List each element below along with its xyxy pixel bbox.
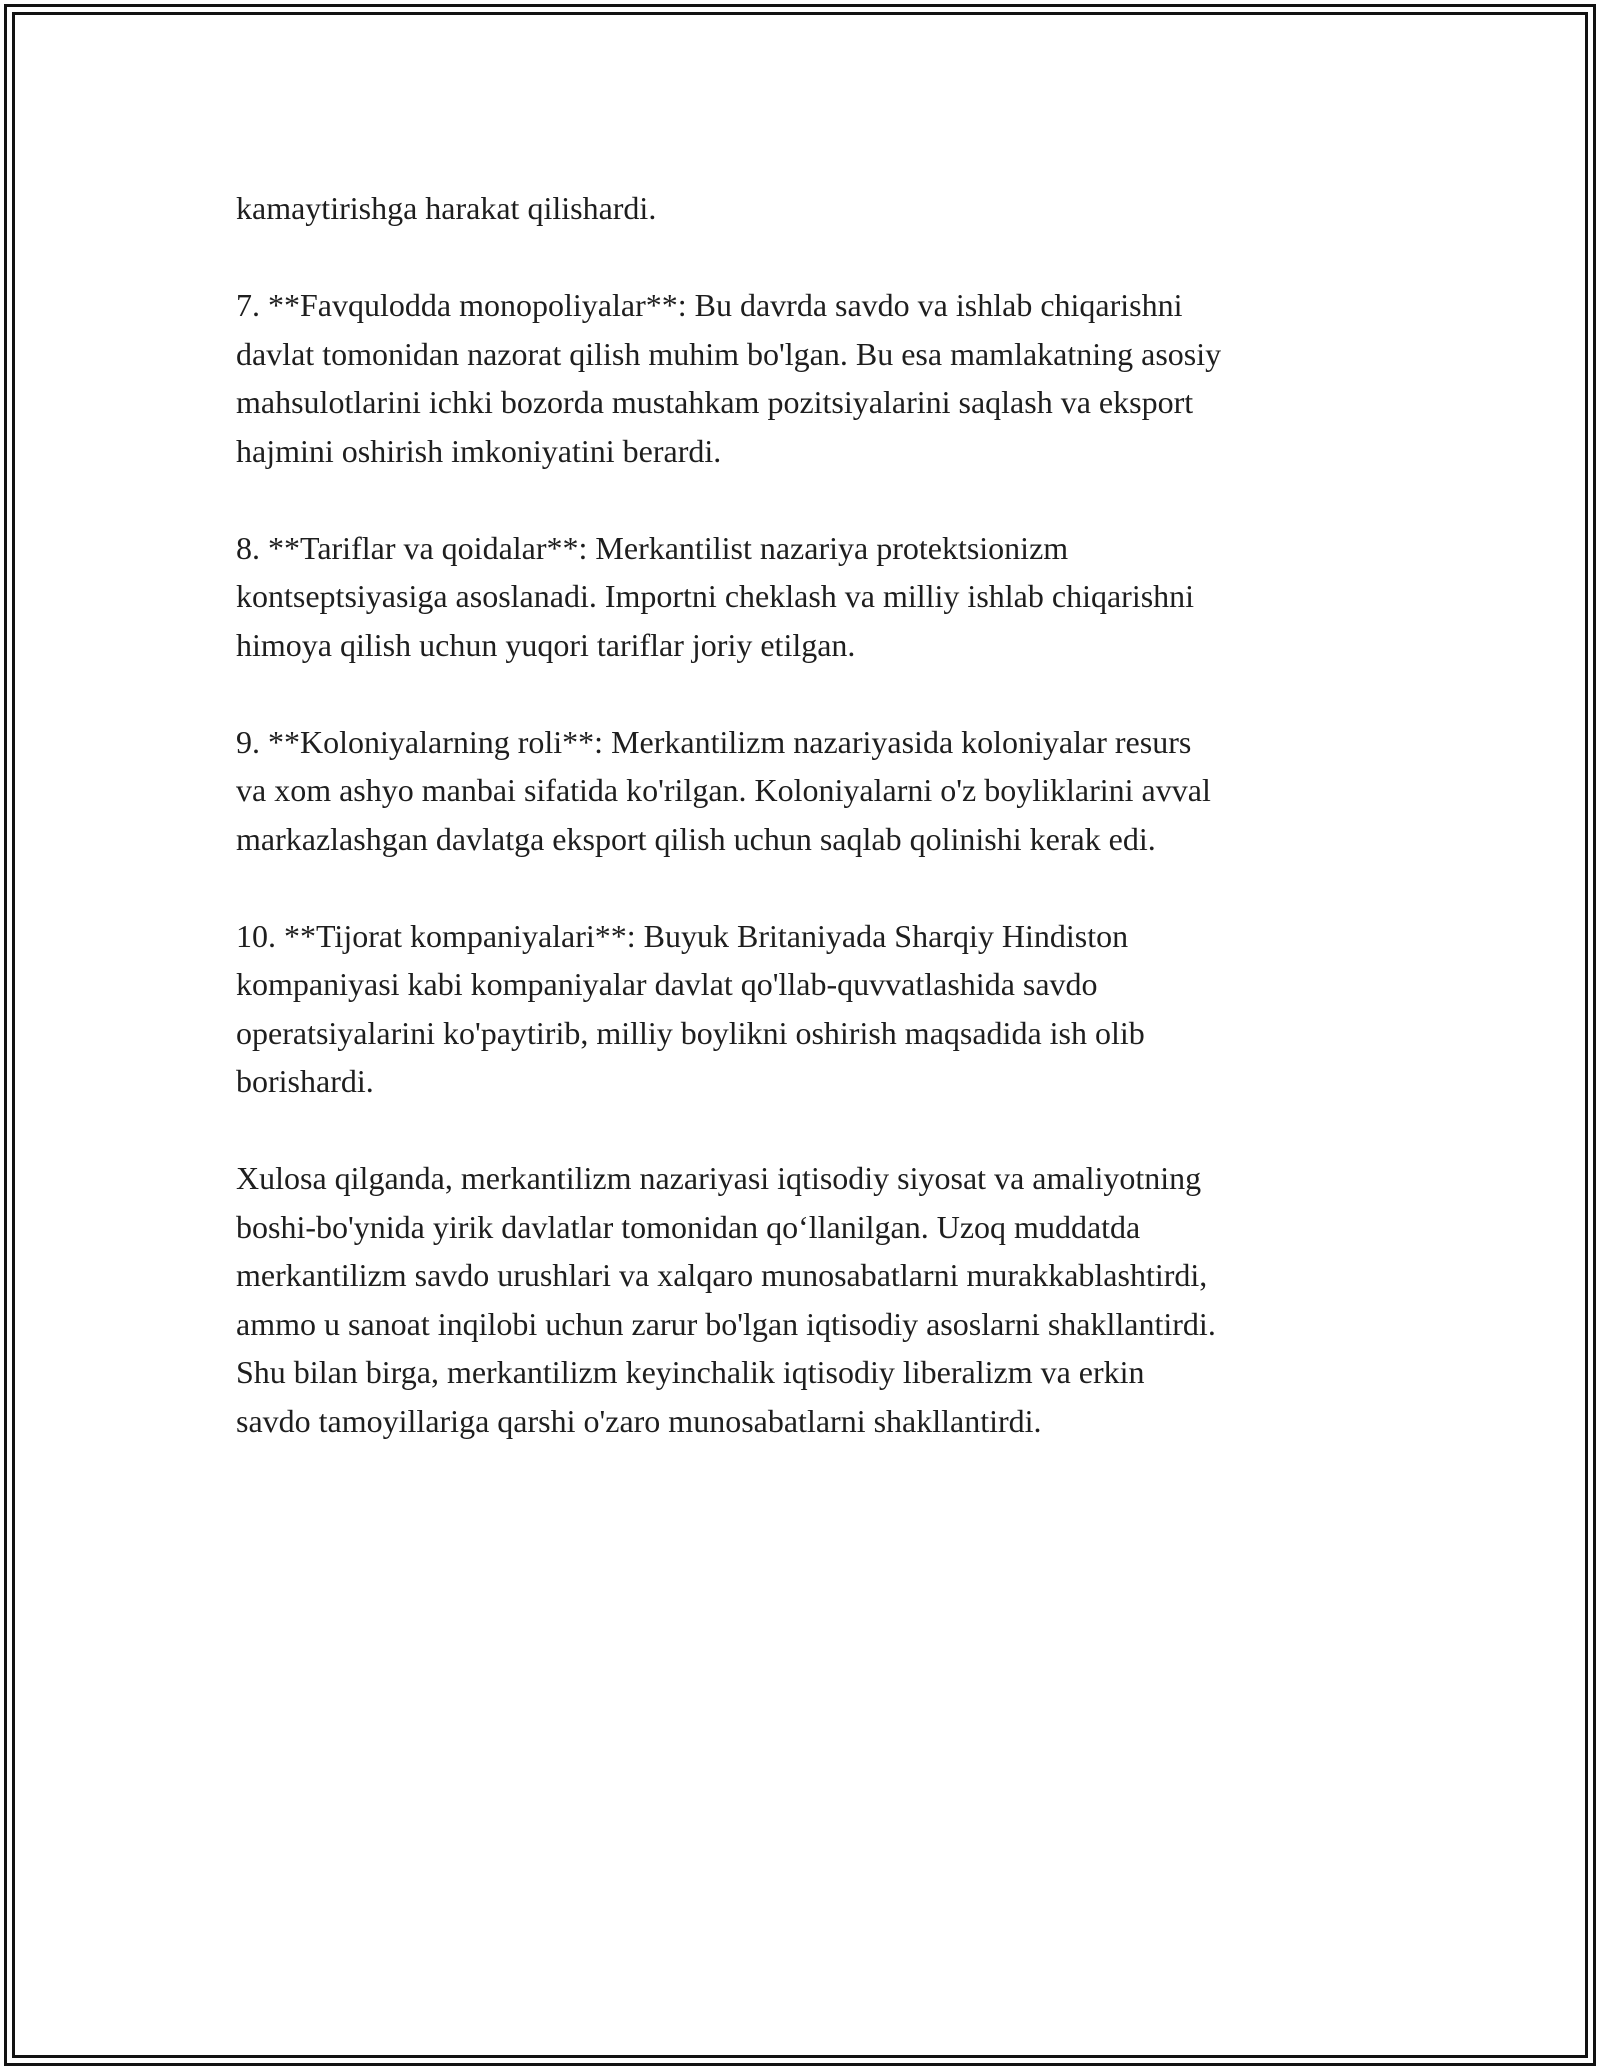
paragraph-item-7	[236, 281, 1396, 475]
text-line: 8. **Tariflar va qoidalar**: Merkantilist nazariya protektsionizm	[236, 529, 1069, 566]
text-line: operatsiyalarini ko'paytirib, milliy boylikni oshirish maqsadida ish olib	[236, 1014, 1145, 1051]
text-line: 7. **Favqulodda monopoliyalar**: Bu davrda savdo va ishlab chiqarishni	[236, 287, 1183, 323]
text-line: va xom ashyo manbai sifatida ko'rilgan. Koloniyalarni o'z boyliklarini avval	[236, 772, 1211, 808]
paragraph-item-8	[236, 524, 1396, 670]
paragraph-item-10	[236, 912, 1396, 1106]
text-line: davlat tomonidan nazorat qilish muhim bo'lgan. Bu esa mamlakatning asosiy	[236, 335, 1222, 372]
text-line: 10. **Tijorat kompaniyalari**: Buyuk Britaniyada Sharqiy Hindiston	[236, 917, 1129, 954]
text-line: savdo tamoyillariga qarshi o'zaro munosabatlarni shakllantirdi.	[236, 1402, 1042, 1439]
text-line: 9. **Koloniyalarning roli**: Merkantilizm nazariyasida koloniyalar resurs	[236, 723, 1192, 760]
paragraph-item-9	[236, 718, 1396, 864]
text-line: ammo u sanoat inqilobi uchun zarur bo'lgan iqtisodiy asoslarni shakllantirdi.	[236, 1305, 1216, 1342]
paragraph-conclusion	[236, 1154, 1396, 1445]
text-line: kontseptsiyasiga asoslanadi. Importni cheklash va milliy ishlab chiqarishni	[236, 578, 1195, 614]
text-line: himoya qilish uchun yuqori tariflar joriy etilgan.	[236, 626, 856, 663]
text-line: kamaytirishga harakat qilishardi.	[236, 190, 657, 226]
text-line: borishardi.	[236, 1063, 374, 1099]
text-line: kompaniyasi kabi kompaniyalar davlat qo'llab-quvvatlashida savdo	[236, 966, 1098, 1002]
text-line: markazlashgan davlatga eksport qilish uchun saqlab qolinishi kerak edi.	[236, 820, 1156, 857]
text-line: mahsulotlarini ichki bozorda mustahkam pozitsiyalarini saqlash va eksport	[236, 384, 1194, 420]
paragraph-continuation	[236, 184, 1396, 233]
text-line: merkantilizm savdo urushlari va xalqaro munosabatlarni murakkablashtirdi,	[236, 1257, 1208, 1293]
text-line: hajmini oshirish imkoniyatini berardi.	[236, 432, 722, 469]
text-line: Shu bilan birga, merkantilizm keyinchalik iqtisodiy liberalizm va erkin	[236, 1354, 1145, 1390]
document-body	[236, 184, 1396, 1494]
text-line: boshi-bo'ynida yirik davlatlar tomonidan qo‘llanilgan. Uzoq muddatda	[236, 1208, 1141, 1245]
text-line: Xulosa qilganda, merkantilizm nazariyasi iqtisodiy siyosat va amaliyotning	[236, 1160, 1202, 1196]
